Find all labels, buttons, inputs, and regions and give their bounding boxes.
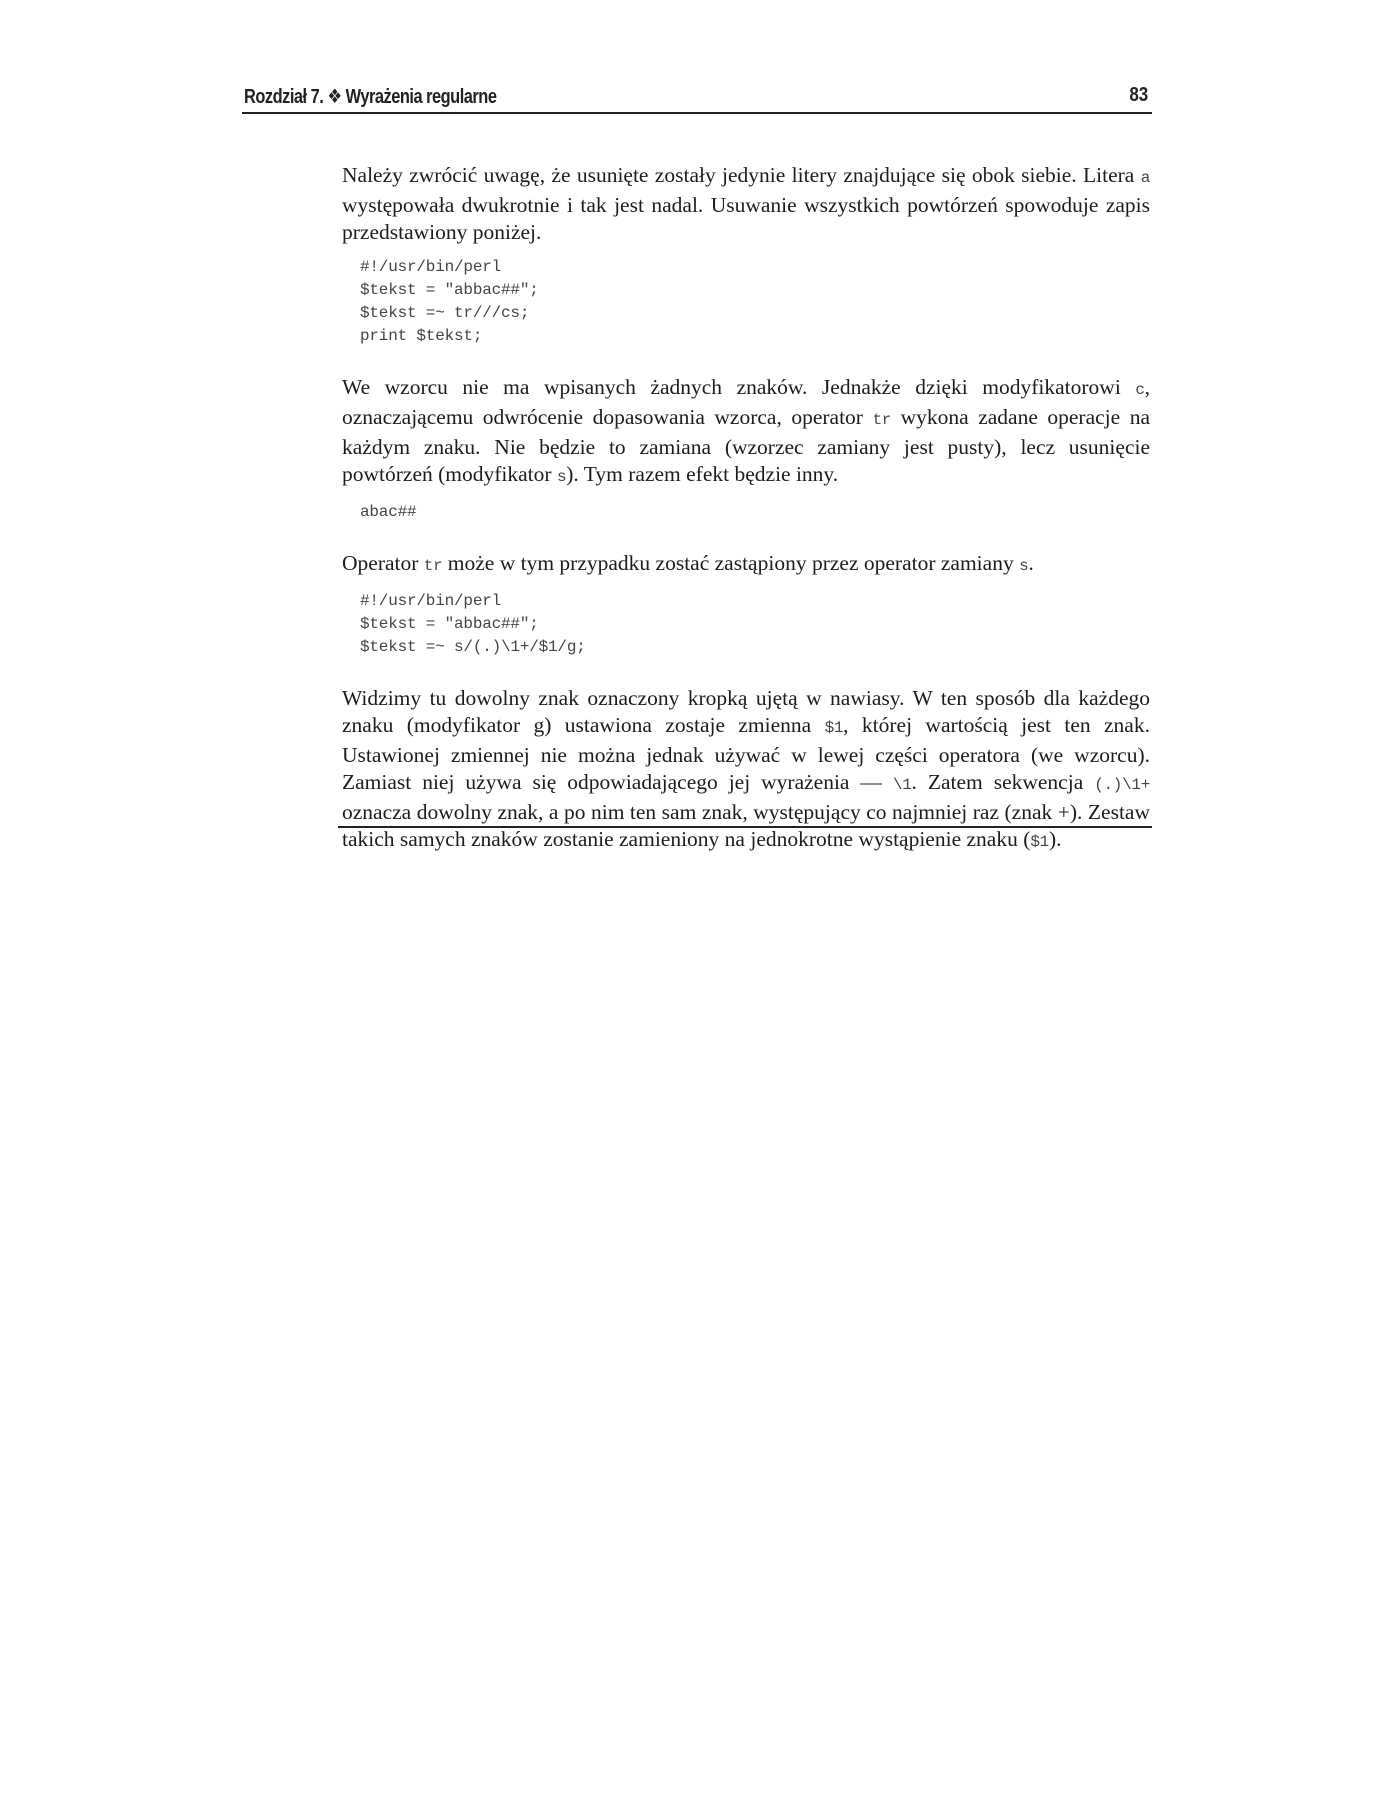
code-block-2 [360,501,1150,524]
running-header [242,82,1152,114]
inline-code: s [556,468,567,486]
inline-code: (.)\1+ [1094,776,1151,794]
code-line: #!/usr/bin/perl [360,258,502,276]
paragraph-3: Operator tr może w tym przypadku zostać zastąpiony przez operator zamiany s. [342,551,1034,575]
code-line: $tekst =~ tr///cs; [360,304,530,322]
inline-code: c [1135,381,1145,399]
page-body [342,162,1150,856]
inline-code: $1 [1030,833,1049,851]
code-line: $tekst = "abbac##"; [360,615,539,633]
code-line: print $tekst; [360,327,483,345]
paragraph-2: We wzorcu nie ma wpisanych żadnych znaków. Jednakże dzięki modyfikatorowi c, oznaczającemu odwrócenie dopasowania wzorca, operator tr wykona zadane operacje na każdym znaku. Nie będzie to zamiana (wzorzec zamiany jest pusty), lecz usunięcie powtórzeń (modyfikator s). Tym razem efekt będzie inny. [342,375,1151,486]
code-line: $tekst =~ s/(.)\1+/$1/g; [360,638,586,656]
code-line: abac## [360,503,417,521]
paragraph-4: Widzimy tu dowolny znak oznaczony kropką ujętą w nawiasy. W ten sposób dla każdego znaku (modyfikator g) ustawiona zostaje zmienna $1, której wartością jest ten znak. Ustawionej zmiennej nie można jednak używać w lewej części operatora (we wzorcu). Zamiast niej używa się odpowiadającego jej wyrażenia — \1. Zatem sekwencja (.)\1+ oznacza dowolny znak, a po nim ten sam znak, występujący co najmniej raz (znak +). Zestaw takich samych znaków zostanie zamieniony na jednokrotne wystąpienie znaku ($1). [342,686,1151,851]
inline-code: s [1019,557,1029,575]
code-block-3 [360,590,1150,659]
inline-code: tr [872,411,892,429]
paragraph-1: Należy zwrócić uwagę, że usunięte zostały jedynie litery znajdujące się obok siebie. Litera a występowała dwukrotnie i tak jest nadal. Usuwanie wszystkich powtórzeń spowoduje zapis przedstawiony poniżej. [342,163,1150,244]
inline-code: $1 [824,719,844,737]
code-line: $tekst = "abbac##"; [360,281,539,299]
end-rule [338,826,1152,828]
inline-code: tr [423,557,443,575]
code-block-1 [360,256,1150,348]
inline-code: \1 [892,776,912,794]
inline-code: a [1140,169,1150,187]
code-line: #!/usr/bin/perl [360,592,502,610]
page-number: 83 [1129,84,1148,106]
chapter-title: Rozdział 7. ❖ Wyrażenia regularne [244,86,497,108]
